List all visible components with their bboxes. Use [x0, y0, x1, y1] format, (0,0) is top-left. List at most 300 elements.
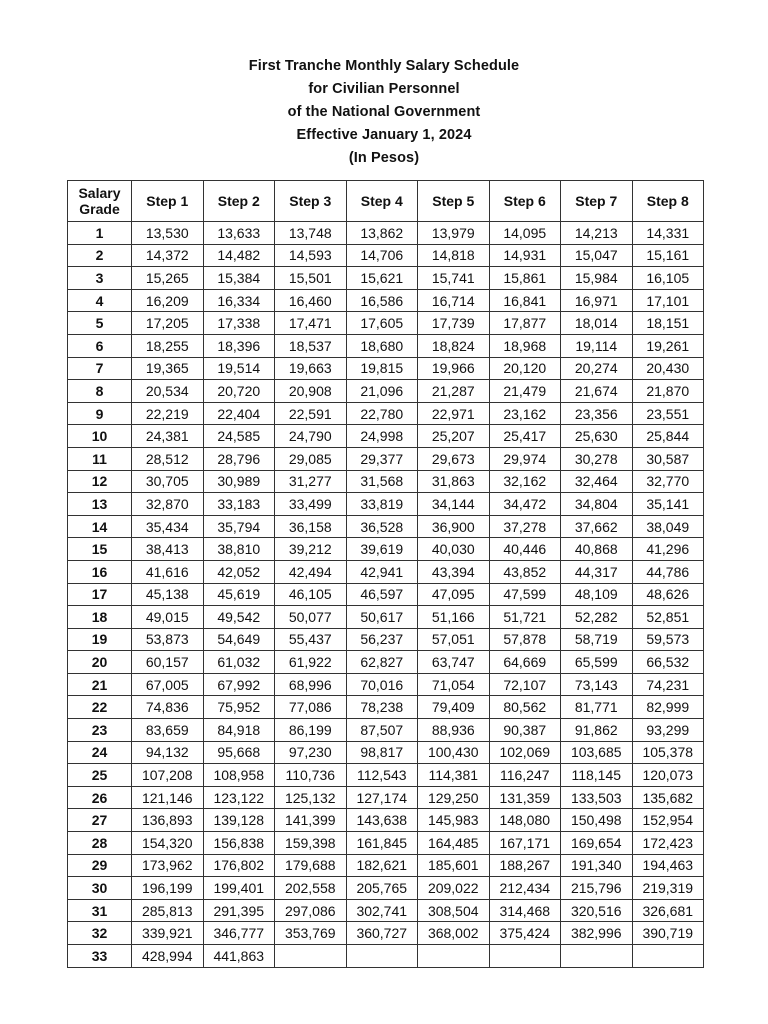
salary-value-cell: 24,381: [132, 425, 204, 448]
table-row: [68, 673, 704, 696]
salary-value-cell: 54,649: [203, 628, 275, 651]
table-row: [68, 493, 704, 516]
salary-value-cell: 14,593: [275, 244, 347, 267]
salary-value-cell: 22,780: [346, 402, 418, 425]
salary-value-cell: 58,719: [561, 628, 633, 651]
salary-grade-cell: 19: [68, 628, 132, 651]
salary-value-cell: 83,659: [132, 719, 204, 742]
salary-value-cell: 19,365: [132, 357, 204, 380]
salary-value-cell: 16,460: [275, 289, 347, 312]
table-row: [68, 809, 704, 832]
salary-value-cell: 291,395: [203, 899, 275, 922]
salary-value-cell: 94,132: [132, 741, 204, 764]
salary-value-cell: 40,868: [561, 538, 633, 561]
salary-value-cell: 188,267: [489, 854, 561, 877]
salary-value-cell: 18,968: [489, 334, 561, 357]
salary-value-cell: 20,908: [275, 380, 347, 403]
salary-value-cell: 64,669: [489, 651, 561, 674]
salary-value-cell: 46,597: [346, 583, 418, 606]
salary-value-cell: 31,568: [346, 470, 418, 493]
salary-value-cell: 49,015: [132, 606, 204, 629]
salary-value-cell: 13,633: [203, 222, 275, 245]
salary-value-cell: 91,862: [561, 719, 633, 742]
salary-value-cell: 49,542: [203, 606, 275, 629]
salary-grade-cell: 1: [68, 222, 132, 245]
document-title: [0, 55, 768, 170]
salary-value-cell: 133,503: [561, 786, 633, 809]
salary-grade-cell: 31: [68, 899, 132, 922]
salary-value-cell: 135,682: [632, 786, 704, 809]
salary-value-cell: 97,230: [275, 741, 347, 764]
salary-value-cell: 18,537: [275, 334, 347, 357]
salary-value-cell: 375,424: [489, 922, 561, 945]
table-row: [68, 628, 704, 651]
salary-value-cell: 100,430: [418, 741, 490, 764]
salary-value-cell: 42,052: [203, 560, 275, 583]
salary-grade-cell: 15: [68, 538, 132, 561]
salary-value-cell: 185,601: [418, 854, 490, 877]
salary-grade-cell: 21: [68, 673, 132, 696]
salary-value-cell: 66,532: [632, 651, 704, 674]
salary-value-cell: 30,989: [203, 470, 275, 493]
salary-value-cell: 161,845: [346, 832, 418, 855]
table-body: [68, 222, 704, 968]
salary-value-cell: 36,158: [275, 515, 347, 538]
salary-value-cell: 196,199: [132, 877, 204, 900]
salary-grade-cell: 9: [68, 402, 132, 425]
title-line-5: (In Pesos): [348, 150, 420, 166]
salary-value-cell: 88,936: [418, 719, 490, 742]
salary-value-cell: 15,741: [418, 267, 490, 290]
salary-value-cell: 18,255: [132, 334, 204, 357]
salary-value-cell: 87,507: [346, 719, 418, 742]
salary-value-cell: 46,105: [275, 583, 347, 606]
salary-value-cell: 20,720: [203, 380, 275, 403]
salary-value-cell: 139,128: [203, 809, 275, 832]
salary-value-cell: 45,138: [132, 583, 204, 606]
salary-value-cell: 143,638: [346, 809, 418, 832]
salary-value-cell: 95,668: [203, 741, 275, 764]
salary-value-cell: 51,166: [418, 606, 490, 629]
salary-value-cell: 17,877: [489, 312, 561, 335]
salary-value-cell: 35,141: [632, 493, 704, 516]
salary-value-cell: 79,409: [418, 696, 490, 719]
salary-value-cell: 14,331: [632, 222, 704, 245]
salary-value-cell: 74,836: [132, 696, 204, 719]
salary-value-cell: 52,851: [632, 606, 704, 629]
salary-value-cell: 52,282: [561, 606, 633, 629]
table-row: [68, 267, 704, 290]
salary-value-cell: 16,209: [132, 289, 204, 312]
salary-value-cell: 17,739: [418, 312, 490, 335]
salary-value-cell: 353,769: [275, 922, 347, 945]
salary-value-cell: 169,654: [561, 832, 633, 855]
salary-value-cell: 22,404: [203, 402, 275, 425]
title-line-3: of the National Government: [287, 104, 481, 120]
salary-value-cell: 112,543: [346, 764, 418, 787]
table-row: [68, 425, 704, 448]
salary-value-cell: 19,114: [561, 334, 633, 357]
salary-value-cell: 215,796: [561, 877, 633, 900]
table-row: [68, 447, 704, 470]
salary-value-cell: 36,900: [418, 515, 490, 538]
salary-value-cell: 63,747: [418, 651, 490, 674]
salary-grade-header-line-2: Grade: [79, 201, 120, 217]
salary-value-cell: 71,054: [418, 673, 490, 696]
salary-value-cell: 15,861: [489, 267, 561, 290]
salary-value-cell: 16,586: [346, 289, 418, 312]
table-row: [68, 334, 704, 357]
salary-grade-cell: 7: [68, 357, 132, 380]
salary-value-cell: 199,401: [203, 877, 275, 900]
salary-value-cell: 15,161: [632, 244, 704, 267]
table-row: [68, 877, 704, 900]
salary-grade-cell: 6: [68, 334, 132, 357]
salary-value-cell: 57,878: [489, 628, 561, 651]
salary-grade-header: [68, 181, 132, 222]
salary-value-cell: 152,954: [632, 809, 704, 832]
salary-value-cell: 48,109: [561, 583, 633, 606]
table-row: [68, 222, 704, 245]
salary-value-cell: 17,101: [632, 289, 704, 312]
salary-value-cell: 41,296: [632, 538, 704, 561]
salary-value-cell: 90,387: [489, 719, 561, 742]
salary-value-cell: 59,573: [632, 628, 704, 651]
salary-value-cell: 18,396: [203, 334, 275, 357]
salary-value-cell: 23,551: [632, 402, 704, 425]
salary-value-cell: [346, 945, 418, 968]
table-row: [68, 651, 704, 674]
salary-value-cell: 125,132: [275, 786, 347, 809]
salary-value-cell: 29,974: [489, 447, 561, 470]
salary-value-cell: 29,673: [418, 447, 490, 470]
table-row: [68, 470, 704, 493]
salary-value-cell: 360,727: [346, 922, 418, 945]
title-line-4: Effective January 1, 2024: [296, 127, 472, 143]
salary-value-cell: [632, 945, 704, 968]
salary-value-cell: 36,528: [346, 515, 418, 538]
salary-value-cell: 14,931: [489, 244, 561, 267]
salary-value-cell: 18,014: [561, 312, 633, 335]
salary-value-cell: 37,278: [489, 515, 561, 538]
salary-value-cell: 15,384: [203, 267, 275, 290]
salary-grade-cell: 2: [68, 244, 132, 267]
salary-value-cell: 42,494: [275, 560, 347, 583]
salary-value-cell: 209,022: [418, 877, 490, 900]
salary-value-cell: 43,394: [418, 560, 490, 583]
salary-value-cell: 67,005: [132, 673, 204, 696]
salary-value-cell: 428,994: [132, 945, 204, 968]
salary-value-cell: 74,231: [632, 673, 704, 696]
salary-grade-cell: 4: [68, 289, 132, 312]
title-line-1: First Tranche Monthly Salary Schedule: [248, 58, 520, 74]
table-row: [68, 786, 704, 809]
salary-value-cell: 13,530: [132, 222, 204, 245]
salary-value-cell: 53,873: [132, 628, 204, 651]
table-row: [68, 832, 704, 855]
salary-value-cell: 19,514: [203, 357, 275, 380]
step-header: Step 3: [275, 181, 347, 222]
salary-value-cell: 148,080: [489, 809, 561, 832]
table-row: [68, 899, 704, 922]
salary-value-cell: 21,674: [561, 380, 633, 403]
salary-value-cell: 18,824: [418, 334, 490, 357]
salary-grade-cell: 25: [68, 764, 132, 787]
salary-value-cell: 20,430: [632, 357, 704, 380]
salary-value-cell: 15,984: [561, 267, 633, 290]
salary-grade-cell: 12: [68, 470, 132, 493]
salary-value-cell: 441,863: [203, 945, 275, 968]
salary-value-cell: [561, 945, 633, 968]
salary-value-cell: 212,434: [489, 877, 561, 900]
salary-value-cell: 50,617: [346, 606, 418, 629]
salary-value-cell: 205,765: [346, 877, 418, 900]
salary-value-cell: 80,562: [489, 696, 561, 719]
salary-value-cell: 33,183: [203, 493, 275, 516]
salary-value-cell: 39,619: [346, 538, 418, 561]
salary-value-cell: 84,918: [203, 719, 275, 742]
salary-value-cell: 44,786: [632, 560, 704, 583]
salary-value-cell: 308,504: [418, 899, 490, 922]
salary-value-cell: 219,319: [632, 877, 704, 900]
table-row: [68, 696, 704, 719]
salary-value-cell: 107,208: [132, 764, 204, 787]
salary-value-cell: 30,705: [132, 470, 204, 493]
salary-value-cell: 41,616: [132, 560, 204, 583]
step-header: Step 8: [632, 181, 704, 222]
salary-value-cell: 191,340: [561, 854, 633, 877]
salary-value-cell: 24,790: [275, 425, 347, 448]
salary-value-cell: 77,086: [275, 696, 347, 719]
salary-value-cell: 21,096: [346, 380, 418, 403]
salary-value-cell: 14,818: [418, 244, 490, 267]
salary-value-cell: 47,599: [489, 583, 561, 606]
salary-grade-cell: 27: [68, 809, 132, 832]
salary-value-cell: 302,741: [346, 899, 418, 922]
salary-value-cell: 297,086: [275, 899, 347, 922]
salary-value-cell: [489, 945, 561, 968]
salary-grade-cell: 5: [68, 312, 132, 335]
salary-value-cell: 22,591: [275, 402, 347, 425]
table-row: [68, 515, 704, 538]
salary-value-cell: 339,921: [132, 922, 204, 945]
salary-value-cell: 346,777: [203, 922, 275, 945]
salary-value-cell: 93,299: [632, 719, 704, 742]
salary-value-cell: 19,815: [346, 357, 418, 380]
salary-value-cell: 19,261: [632, 334, 704, 357]
salary-value-cell: 38,049: [632, 515, 704, 538]
salary-value-cell: 57,051: [418, 628, 490, 651]
salary-value-cell: 38,810: [203, 538, 275, 561]
step-header: Step 7: [561, 181, 633, 222]
salary-value-cell: 15,047: [561, 244, 633, 267]
step-header: Step 1: [132, 181, 204, 222]
salary-value-cell: 35,794: [203, 515, 275, 538]
salary-value-cell: 314,468: [489, 899, 561, 922]
salary-value-cell: 75,952: [203, 696, 275, 719]
salary-value-cell: 17,471: [275, 312, 347, 335]
salary-value-cell: 21,287: [418, 380, 490, 403]
salary-grade-cell: 28: [68, 832, 132, 855]
salary-grade-cell: 8: [68, 380, 132, 403]
salary-value-cell: 28,796: [203, 447, 275, 470]
table-row: [68, 560, 704, 583]
table-row: [68, 244, 704, 267]
salary-value-cell: 44,317: [561, 560, 633, 583]
salary-value-cell: 56,237: [346, 628, 418, 651]
step-header: Step 5: [418, 181, 490, 222]
salary-value-cell: 32,870: [132, 493, 204, 516]
salary-value-cell: 29,377: [346, 447, 418, 470]
salary-value-cell: 172,423: [632, 832, 704, 855]
table-row: [68, 312, 704, 335]
table-row: [68, 719, 704, 742]
salary-value-cell: 82,999: [632, 696, 704, 719]
table-header: [68, 181, 704, 222]
salary-value-cell: 37,662: [561, 515, 633, 538]
salary-grade-cell: 13: [68, 493, 132, 516]
salary-value-cell: 154,320: [132, 832, 204, 855]
salary-grade-cell: 24: [68, 741, 132, 764]
salary-value-cell: 48,626: [632, 583, 704, 606]
salary-value-cell: 102,069: [489, 741, 561, 764]
salary-value-cell: 16,334: [203, 289, 275, 312]
salary-value-cell: 16,971: [561, 289, 633, 312]
salary-value-cell: 67,992: [203, 673, 275, 696]
salary-value-cell: 47,095: [418, 583, 490, 606]
salary-value-cell: 24,998: [346, 425, 418, 448]
salary-grade-cell: 3: [68, 267, 132, 290]
salary-value-cell: 118,145: [561, 764, 633, 787]
salary-value-cell: 145,983: [418, 809, 490, 832]
salary-grade-cell: 33: [68, 945, 132, 968]
salary-grade-cell: 11: [68, 447, 132, 470]
salary-value-cell: 55,437: [275, 628, 347, 651]
table-row: [68, 583, 704, 606]
salary-value-cell: 25,417: [489, 425, 561, 448]
table-row: [68, 945, 704, 968]
salary-value-cell: 30,587: [632, 447, 704, 470]
salary-value-cell: 123,122: [203, 786, 275, 809]
salary-value-cell: 20,534: [132, 380, 204, 403]
salary-value-cell: 68,996: [275, 673, 347, 696]
salary-value-cell: 61,922: [275, 651, 347, 674]
salary-value-cell: 35,434: [132, 515, 204, 538]
salary-value-cell: 13,979: [418, 222, 490, 245]
salary-value-cell: 72,107: [489, 673, 561, 696]
table-row: [68, 380, 704, 403]
salary-grade-cell: 23: [68, 719, 132, 742]
salary-value-cell: 23,356: [561, 402, 633, 425]
salary-value-cell: 179,688: [275, 854, 347, 877]
table-row: [68, 854, 704, 877]
salary-value-cell: 17,338: [203, 312, 275, 335]
salary-value-cell: 22,219: [132, 402, 204, 425]
salary-value-cell: 73,143: [561, 673, 633, 696]
salary-value-cell: 62,827: [346, 651, 418, 674]
salary-value-cell: 25,844: [632, 425, 704, 448]
table-row: [68, 289, 704, 312]
salary-value-cell: 194,463: [632, 854, 704, 877]
table-row: [68, 922, 704, 945]
salary-value-cell: 17,205: [132, 312, 204, 335]
salary-value-cell: 114,381: [418, 764, 490, 787]
salary-value-cell: 16,714: [418, 289, 490, 312]
salary-value-cell: 136,893: [132, 809, 204, 832]
salary-value-cell: 15,265: [132, 267, 204, 290]
salary-value-cell: 131,359: [489, 786, 561, 809]
salary-value-cell: 167,171: [489, 832, 561, 855]
salary-grade-cell: 18: [68, 606, 132, 629]
salary-value-cell: 116,247: [489, 764, 561, 787]
salary-value-cell: 25,630: [561, 425, 633, 448]
salary-value-cell: 390,719: [632, 922, 704, 945]
salary-value-cell: 51,721: [489, 606, 561, 629]
table-row: [68, 764, 704, 787]
salary-value-cell: 34,804: [561, 493, 633, 516]
salary-grade-cell: 10: [68, 425, 132, 448]
salary-value-cell: 40,030: [418, 538, 490, 561]
salary-value-cell: 108,958: [203, 764, 275, 787]
salary-grade-cell: 20: [68, 651, 132, 674]
salary-value-cell: 320,516: [561, 899, 633, 922]
salary-value-cell: 14,482: [203, 244, 275, 267]
salary-value-cell: 18,151: [632, 312, 704, 335]
salary-value-cell: 34,472: [489, 493, 561, 516]
salary-value-cell: 326,681: [632, 899, 704, 922]
salary-value-cell: 45,619: [203, 583, 275, 606]
table-row: [68, 538, 704, 561]
salary-value-cell: 14,213: [561, 222, 633, 245]
table-row: [68, 741, 704, 764]
salary-value-cell: 19,663: [275, 357, 347, 380]
salary-value-cell: 39,212: [275, 538, 347, 561]
salary-grade-cell: 26: [68, 786, 132, 809]
salary-value-cell: 23,162: [489, 402, 561, 425]
step-header: Step 2: [203, 181, 275, 222]
salary-value-cell: 19,966: [418, 357, 490, 380]
salary-value-cell: 20,274: [561, 357, 633, 380]
salary-value-cell: 14,706: [346, 244, 418, 267]
salary-value-cell: 103,685: [561, 741, 633, 764]
salary-value-cell: 14,372: [132, 244, 204, 267]
salary-value-cell: 31,277: [275, 470, 347, 493]
salary-value-cell: 24,585: [203, 425, 275, 448]
salary-value-cell: 32,162: [489, 470, 561, 493]
salary-value-cell: 182,621: [346, 854, 418, 877]
salary-value-cell: 121,146: [132, 786, 204, 809]
salary-value-cell: 110,736: [275, 764, 347, 787]
salary-value-cell: 129,250: [418, 786, 490, 809]
salary-value-cell: 40,446: [489, 538, 561, 561]
salary-value-cell: 13,748: [275, 222, 347, 245]
salary-value-cell: 29,085: [275, 447, 347, 470]
salary-value-cell: 368,002: [418, 922, 490, 945]
salary-value-cell: 81,771: [561, 696, 633, 719]
salary-value-cell: 105,378: [632, 741, 704, 764]
salary-grade-header-line-1: Salary: [78, 185, 121, 201]
salary-value-cell: 173,962: [132, 854, 204, 877]
step-header: Step 4: [346, 181, 418, 222]
salary-grade-cell: 14: [68, 515, 132, 538]
salary-value-cell: 32,464: [561, 470, 633, 493]
salary-value-cell: 86,199: [275, 719, 347, 742]
salary-schedule-table: [67, 180, 704, 968]
salary-value-cell: 98,817: [346, 741, 418, 764]
salary-value-cell: 127,174: [346, 786, 418, 809]
salary-value-cell: 21,870: [632, 380, 704, 403]
salary-value-cell: 78,238: [346, 696, 418, 719]
